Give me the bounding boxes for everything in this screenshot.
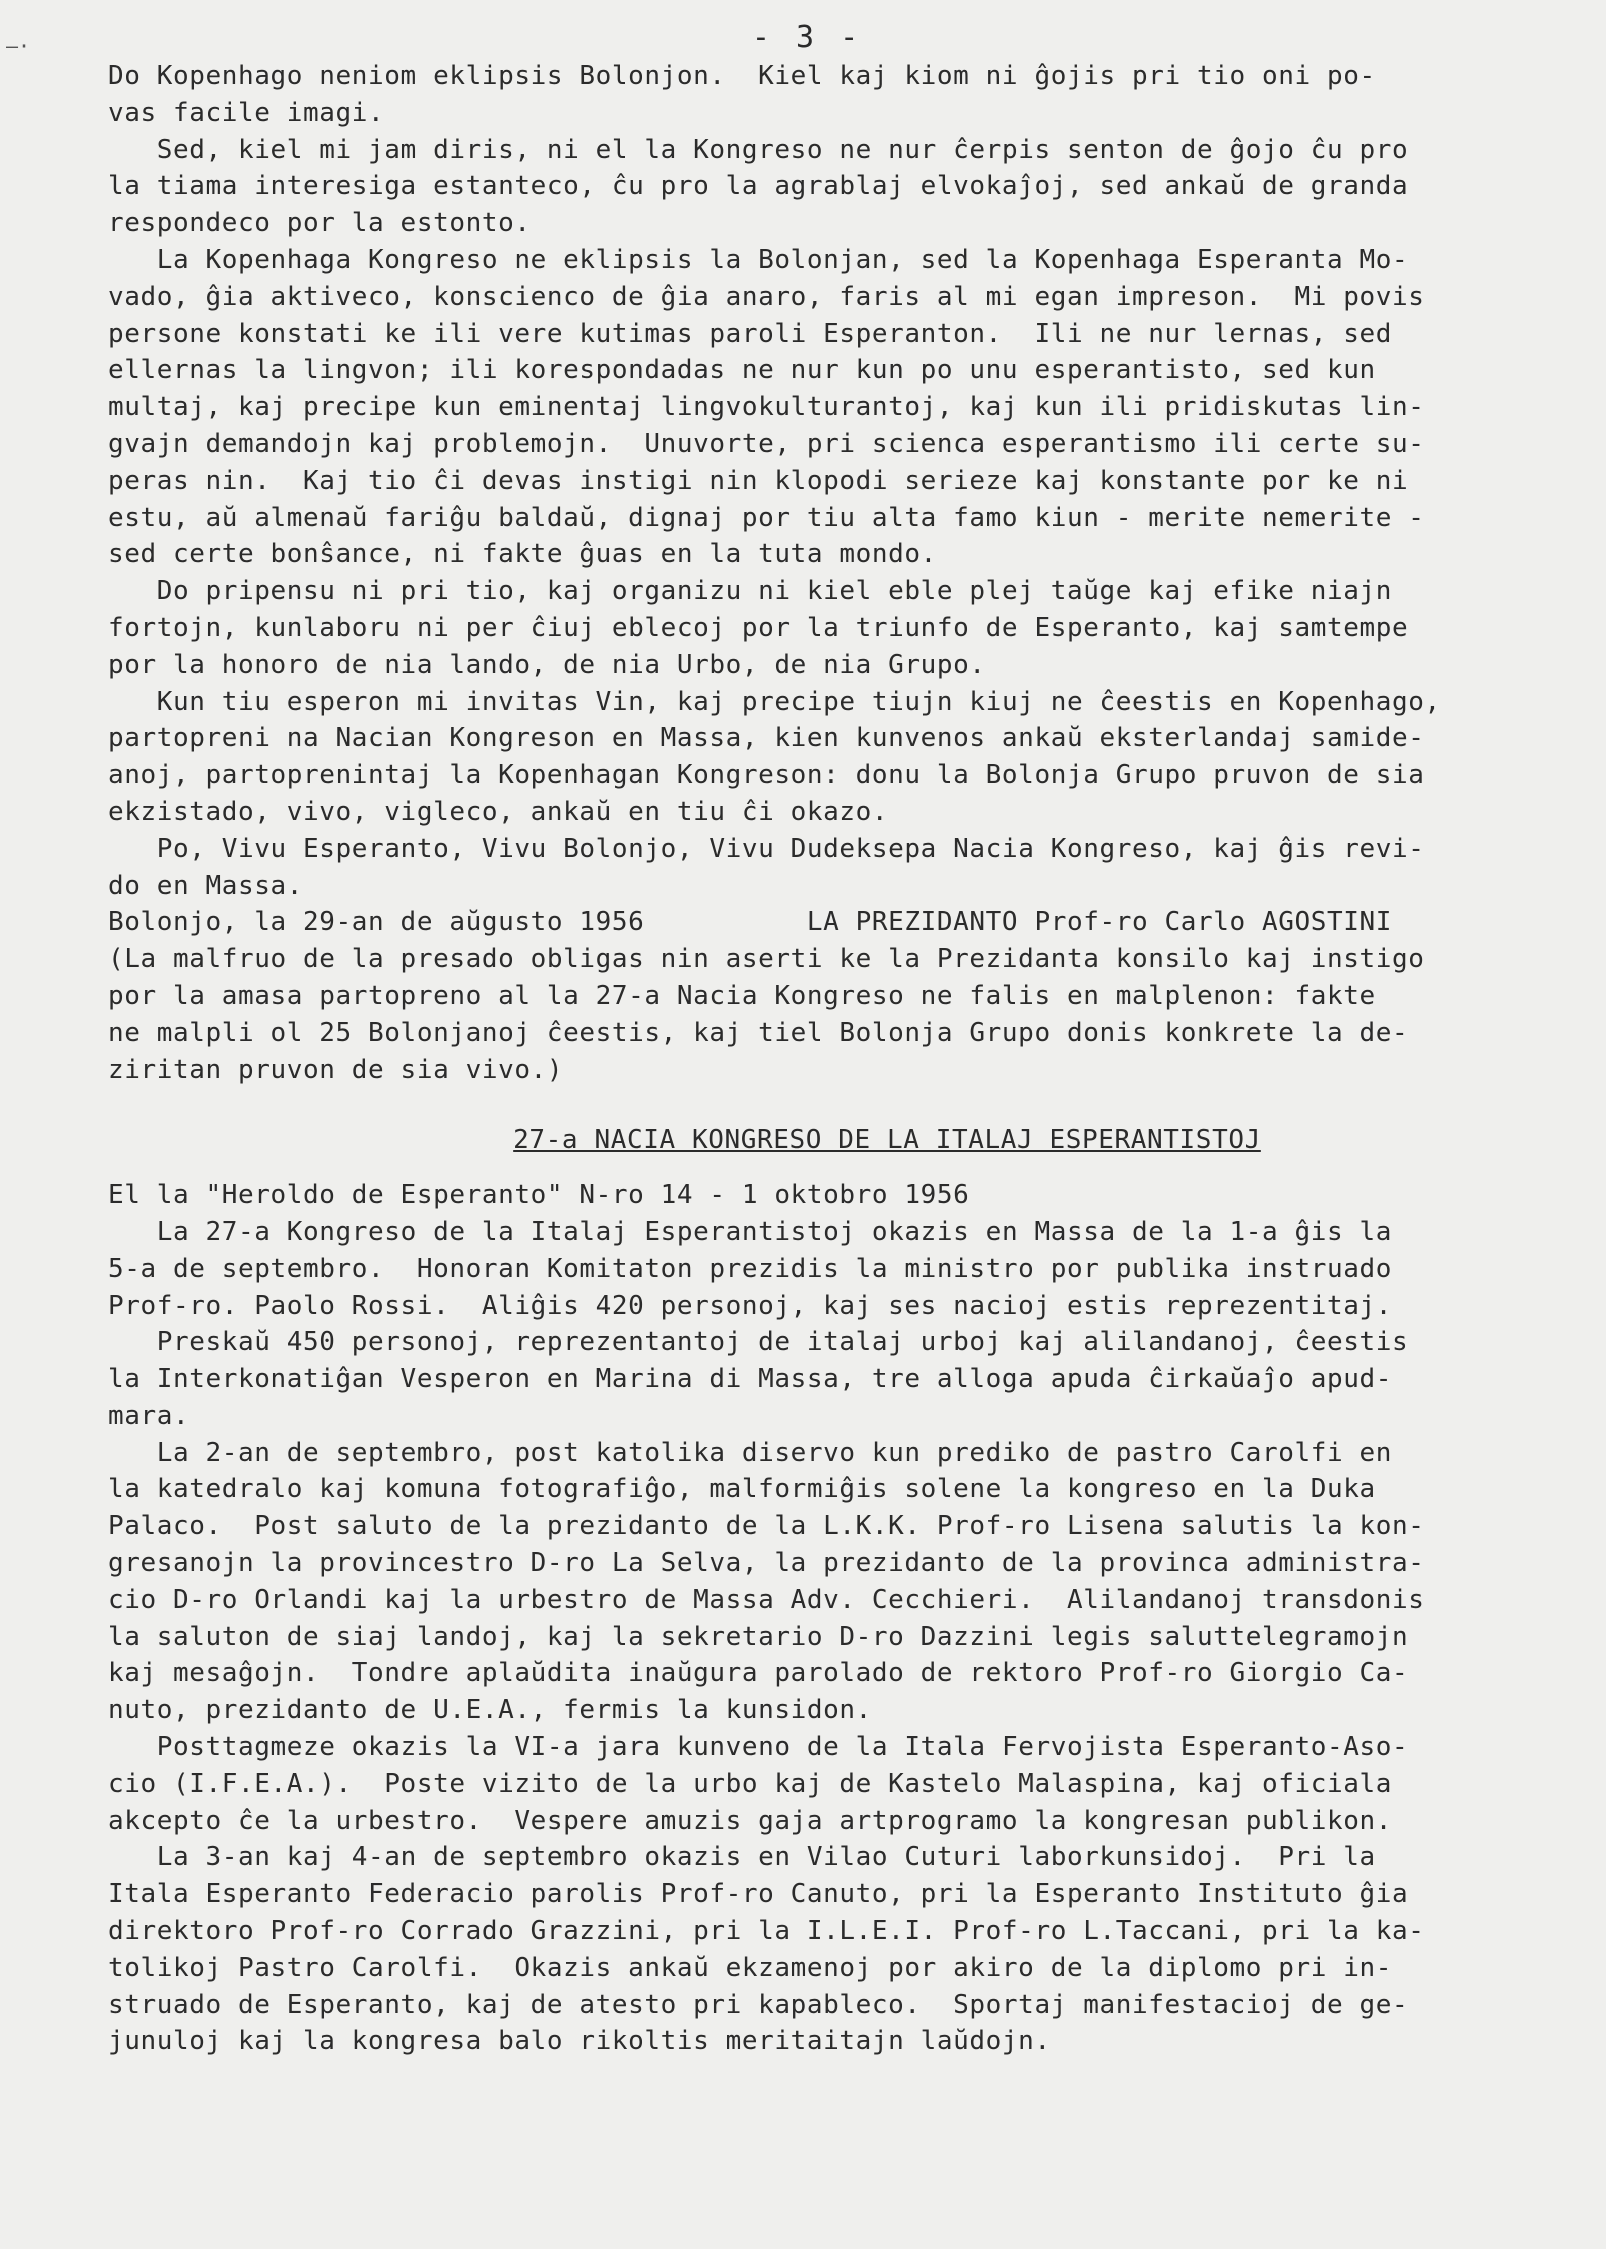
text-line: El la "Heroldo de Esperanto" N-ro 14 - 1 oktobro 1956 <box>108 1180 970 1211</box>
text-line: la katedralo kaj komuna fotografiĝo, malformiĝis solene la kongreso en la Duka <box>108 1474 1376 1505</box>
text-line: vado, ĝia aktiveco, konscienco de ĝia anaro, faris al mi egan impreson. Mi povis <box>108 281 1425 312</box>
text-line: gresanojn la provincestro D-ro La Selva, la prezidanto de la provinca administra- <box>108 1548 1425 1579</box>
text-line: do en Massa. <box>108 870 304 901</box>
text-line: nuto, prezidanto de U.E.A., fermis la kunsidon. <box>108 1695 872 1726</box>
congress-report-text <box>108 1177 1546 2060</box>
text-line: anoj, partoprenintaj la Kopenhagan Kongreson: donu la Bolonja Grupo pruvon de sia <box>108 760 1425 791</box>
text-line: por la honoro de nia lando, de nia Urbo, de nia Grupo. <box>108 649 986 680</box>
text-line: tolikoj Pastro Carolfi. Okazis ankaŭ ekzamenoj por akiro de la diplomo pri in- <box>108 1952 1393 1983</box>
text-line: Do Kopenhago neniom eklipsis Bolonjon. Kiel kaj kiom ni ĝojis pri tio oni po- <box>108 61 1376 91</box>
text-line: vas facile imagi. <box>108 97 385 128</box>
text-line: la tiama interesiga estanteco, ĉu pro la agrablaj elvokaĵoj, sed ankaŭ de granda <box>108 171 1409 202</box>
text-line: junuloj kaj la kongresa balo rikoltis meritaitajn laŭdojn. <box>108 2026 1051 2057</box>
text-line: cio D-ro Orlandi kaj la urbestro de Massa Adv. Cecchieri. Alilandanoj transdonis <box>108 1584 1425 1615</box>
letter-text <box>108 58 1546 1088</box>
text-line: Sed, kiel mi jam diris, ni el la Kongreso ne nur ĉerpis senton de ĝojo ĉu pro <box>108 134 1409 165</box>
text-line: la saluton de siaj landoj, kaj la sekretario D-ro Dazzini legis saluttelegramojn <box>108 1621 1409 1652</box>
text-line: gvajn demandojn kaj problemojn. Unuvorte, pri scienca esperantismo ili certe su- <box>108 428 1425 459</box>
text-line: persone konstati ke ili vere kutimas paroli Esperanton. Ili ne nur lernas, sed <box>108 318 1393 349</box>
text-line: partopreni na Nacian Kongreson en Massa, kien kunvenos ankaŭ eksterlandaj samide- <box>108 723 1425 754</box>
text-line: direktoro Prof-ro Corrado Grazzini, pri la I.L.E.I. Prof-ro L.Taccani, pri la ka- <box>108 1916 1425 1947</box>
text-line: cio (I.F.E.A.). Poste vizito de la urbo kaj de Kastelo Malaspina, kaj oficiala <box>108 1768 1393 1799</box>
text-line: multaj, kaj precipe kun eminentaj lingvokulturantoj, kaj kun ili pridiskutas lin- <box>108 392 1425 423</box>
text-line: ziritan pruvon de sia vivo.) <box>108 1054 564 1085</box>
text-line: (La malfruo de la presado obligas nin aserti ke la Prezidanta konsilo kaj instigo <box>108 944 1425 975</box>
text-line: Do pripensu ni pri tio, kaj organizu ni kiel eble plej taŭge kaj efike niajn <box>108 576 1393 607</box>
text-line: La 3-an kaj 4-an de septembro okazis en Vilao Cuturi laborkunsidoj. Pri la <box>108 1842 1376 1873</box>
text-line: respondeco por la estonto. <box>108 208 531 239</box>
text-line: Kun tiu esperon mi invitas Vin, kaj precipe tiujn kiuj ne ĉeestis en Kopenhago, <box>108 686 1441 717</box>
text-line: Prof-ro. Paolo Rossi. Aliĝis 420 personoj, kaj ses nacioj estis reprezentitaj. <box>108 1290 1393 1321</box>
text-line: kaj mesaĝojn. Tondre aplaŭdita inaŭgura parolado de rektoro Prof-ro Giorgio Ca- <box>108 1658 1409 1689</box>
text-line: la Interkonatiĝan Vesperon en Marina di Massa, tre alloga apuda ĉirkaŭaĵo apud- <box>108 1364 1393 1395</box>
text-line: Palaco. Post saluto de la prezidanto de la L.K.K. Prof-ro Lisena salutis la kon- <box>108 1511 1425 1542</box>
text-line: peras nin. Kaj tio ĉi devas instigi nin klopodi serieze kaj konstante por ke ni <box>108 465 1409 496</box>
text-line: ne malpli ol 25 Bolonjanoj ĉeestis, kaj tiel Bolonja Grupo donis konkrete la de- <box>108 1017 1409 1048</box>
text-line: struado de Esperanto, kaj de atesto pri kapableco. Sportaj manifestacioj de ge- <box>108 1989 1409 2020</box>
text-line: fortojn, kunlaboru ni per ĉiuj eblecoj por la triunfo de Esperanto, kaj samtempe <box>108 612 1409 643</box>
text-line: Po, Vivu Esperanto, Vivu Bolonjo, Vivu Dudeksepa Nacia Kongreso, kaj ĝis revi- <box>108 833 1425 864</box>
text-line: 5-a de septembro. Honoran Komitaton prezidis la ministro por publika instruado <box>108 1253 1393 1284</box>
text-line: Itala Esperanto Federacio parolis Prof-ro Canuto, pri la Esperanto Instituto ĝia <box>108 1879 1409 1910</box>
text-line: Bolonjo, la 29-an de aŭgusto 1956 LA PREZIDANTO Prof-ro Carlo AGOSTINI <box>108 907 1393 938</box>
text-line: por la amasa partopreno al la 27-a Nacia Kongreso ne falis en malplenon: fakte <box>108 980 1376 1011</box>
text-line: La 27-a Kongreso de la Italaj Esperantistoj okazis en Massa de la 1-a ĝis la <box>108 1216 1393 1247</box>
text-line: mara. <box>108 1400 190 1431</box>
text-line: ekzistado, vivo, vigleco, ankaŭ en tiu ĉi okazo. <box>108 796 889 827</box>
text-line: akcepto ĉe la urbestro. Vespere amuzis gaja artprogramo la kongresan publikon. <box>108 1805 1393 1836</box>
page-number: - 3 - <box>751 20 863 55</box>
text-line: Preskaŭ 450 personoj, reprezentantoj de italaj urboj kaj alilandanoj, ĉeestis <box>108 1327 1409 1358</box>
text-line: Posttagmeze okazis la VI-a jara kunveno de la Itala Fervojista Esperanto-Aso- <box>108 1732 1409 1763</box>
text-line: sed certe bonŝance, ni fakte ĝuas en la tuta mondo. <box>108 539 937 570</box>
section-title: 27-a NACIA KONGRESO DE LA ITALAJ ESPERANTISTOJ <box>513 1125 1261 1156</box>
text-line: estu, aŭ almenaŭ fariĝu baldaŭ, dignaj por tiu alta famo kiun - merite nemerite - <box>108 502 1425 533</box>
text-line: ellernas la lingvon; ili korespondadas ne nur kun po unu esperantisto, sed kun <box>108 355 1376 386</box>
corner-mark: —· <box>6 34 31 58</box>
text-line: La 2-an de septembro, post katolika diservo kun prediko de pastro Carolfi en <box>108 1437 1393 1468</box>
text-line: La Kopenhaga Kongreso ne eklipsis la Bolonjan, sed la Kopenhaga Esperanta Mo- <box>108 244 1409 275</box>
